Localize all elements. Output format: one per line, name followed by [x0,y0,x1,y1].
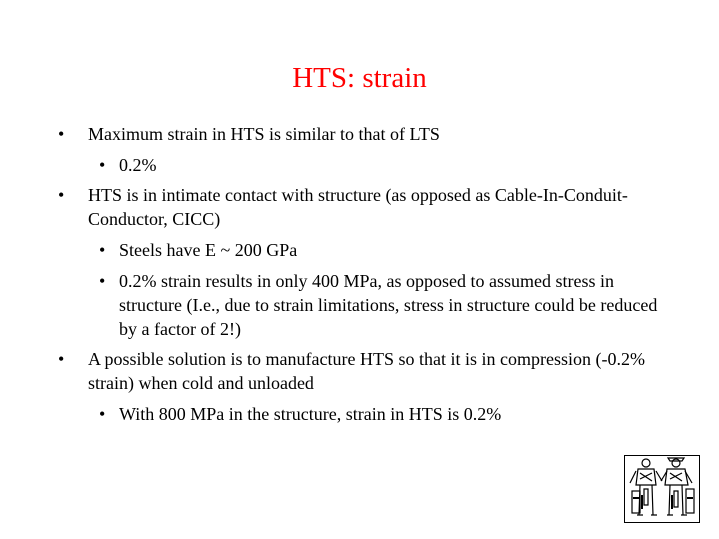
bullet-text: With 800 MPa in the structure, strain in HTS is 0.2% [119,404,502,424]
bullet-item [58,347,648,395]
bullet-marker: • [58,185,65,205]
slide-title: HTS: strain [292,62,427,94]
sub-bullet-item [99,153,674,177]
bullet-text: A possible solution is to manufacture HTS so that it is in compression (-0.2% strain) when cold and unloaded [88,349,645,393]
bullet-list [0,122,719,426]
bullet-marker: • [99,240,106,260]
bullet-text: Maximum strain in HTS is similar to that of LTS [88,124,440,144]
sub-bullet-item [99,238,674,262]
sub-bullet-item [99,269,674,341]
bullet-marker: • [58,349,65,369]
bullet-item [58,183,648,231]
two-figures-logo-icon [624,455,700,523]
bullet-marker: • [99,155,106,175]
bullet-text: Steels have E ~ 200 GPa [119,240,298,260]
bullet-text: HTS is in intimate contact with structure (as opposed as Cable-In-Conduit-Conductor, CICC) [88,185,628,229]
bullet-item [58,122,648,146]
bullet-text: 0.2% strain results in only 400 MPa, as opposed to assumed stress in structure (I.e., due to strain limitations, stress in structure could be reduced by a factor of 2!) [119,271,658,339]
sub-bullet-item [99,402,674,426]
bullet-marker: • [58,124,65,144]
bullet-text: 0.2% [119,155,157,175]
bullet-marker: • [99,271,106,291]
bullet-marker: • [99,404,106,424]
